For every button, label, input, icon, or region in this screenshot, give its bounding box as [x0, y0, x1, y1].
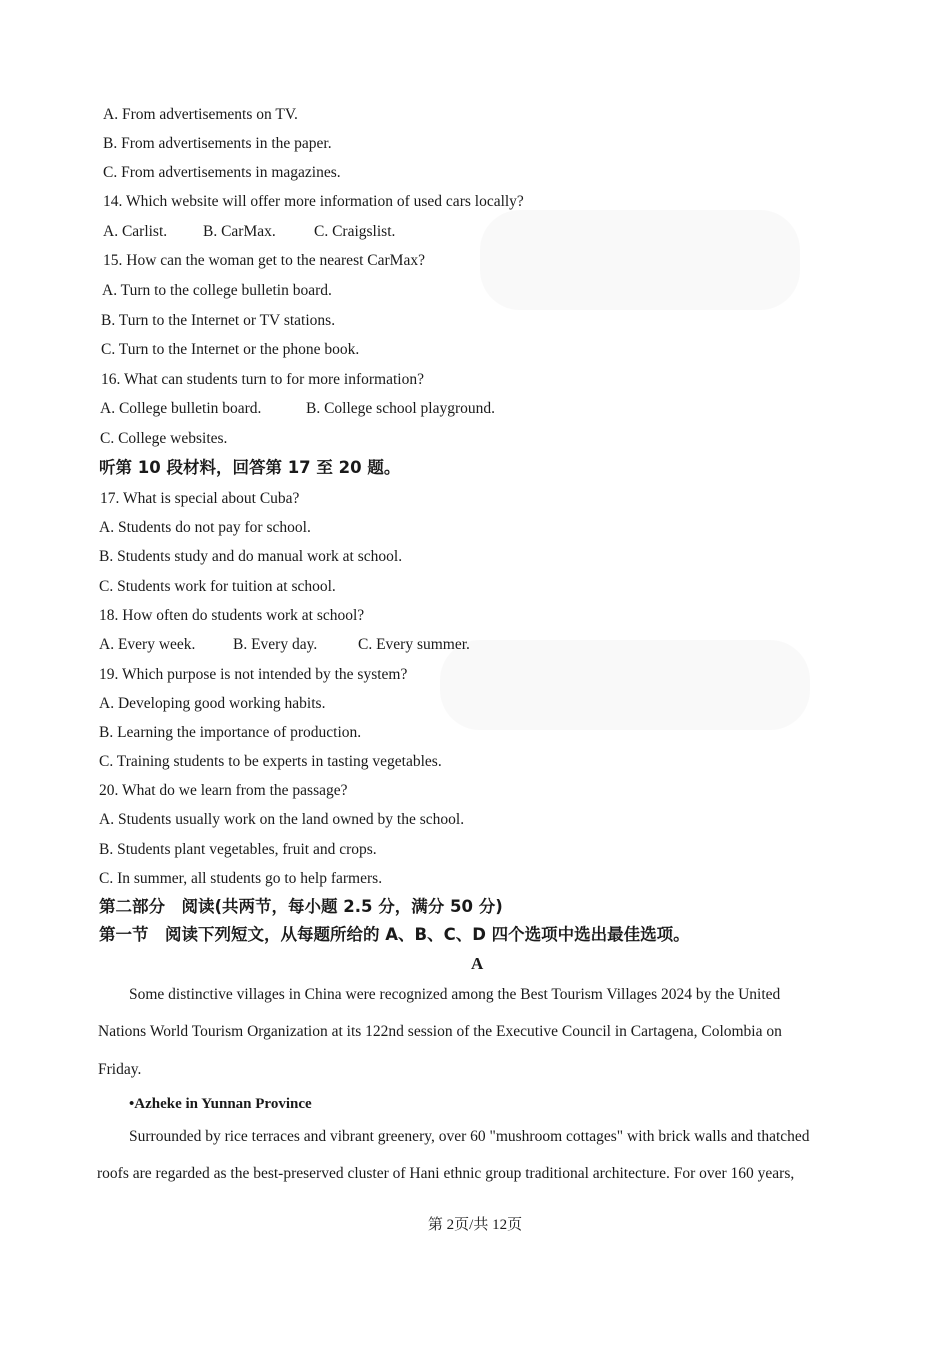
q17-question: 17. What is special about Cuba?: [100, 490, 300, 507]
q17-option-b: B. Students study and do manual work at school.: [99, 548, 403, 565]
q13-option-b: B. From advertisements in the paper.: [103, 135, 332, 152]
q19-option-a: A. Developing good working habits.: [99, 695, 326, 712]
passage-letter: A: [471, 954, 484, 973]
page-footer: 第 2页/共 12页: [427, 1217, 523, 1233]
q20-option-c: C. In summer, all students go to help farmers.: [99, 870, 383, 887]
part-2-heading: 第二部分 阅读(共两节，每小题 2.5 分，满分 50 分): [99, 897, 503, 916]
passage-intro-line-1: Some distinctive villages in China were recognized among the Best Tourism Villages 2024 by the United: [129, 986, 781, 1003]
q15-option-c: C. Turn to the Internet or the phone book.: [101, 341, 360, 358]
passage-intro-line-3: Friday.: [98, 1061, 142, 1078]
q20-question: 20. What do we learn from the passage?: [99, 782, 348, 799]
q13-option-c: C. From advertisements in magazines.: [103, 164, 341, 181]
q15-option-b: B. Turn to the Internet or TV stations.: [101, 312, 336, 329]
q15-question: 15. How can the woman get to the nearest CarMax?: [103, 252, 425, 269]
q18-option-b: B. Every day.: [233, 636, 318, 653]
q16-option-c: C. College websites.: [100, 430, 228, 447]
q15-option-a: A. Turn to the college bulletin board.: [102, 282, 332, 299]
q14-option-b: B. CarMax.: [203, 223, 276, 240]
passage-body-line-1: Surrounded by rice terraces and vibrant greenery, over 60 "mushroom cottages" with brick walls and thatched: [129, 1128, 810, 1145]
q17-option-a: A. Students do not pay for school.: [99, 519, 311, 536]
q16-option-b: B. College school playground.: [306, 400, 495, 417]
passage-body-line-2: roofs are regarded as the best-preserved cluster of Hani ethnic group traditional architecture. For over 160 years,: [97, 1165, 795, 1182]
q18-question: 18. How often do students work at school?: [99, 607, 365, 624]
watermark-smudge: [440, 640, 810, 730]
section-10-heading: 听第 10 段材料，回答第 17 至 20 题。: [99, 458, 401, 477]
q14-option-a: A. Carlist.: [103, 223, 168, 240]
q14-option-c: C. Craigslist.: [314, 223, 396, 240]
passage-intro-line-2: Nations World Tourism Organization at its 122nd session of the Executive Council in Cartagena, Colombia on: [98, 1023, 782, 1040]
section-1-heading: 第一节 阅读下列短文，从每题所给的 A、B、C、D 四个选项中选出最佳选项。: [99, 925, 690, 944]
q19-option-b: B. Learning the importance of production.: [99, 724, 362, 741]
q16-option-a: A. College bulletin board.: [100, 400, 262, 417]
q20-option-a: A. Students usually work on the land owned by the school.: [99, 811, 465, 828]
watermark-smudge: [480, 210, 800, 310]
q13-option-a: A. From advertisements on TV.: [103, 106, 298, 123]
passage-subhead: •Azheke in Yunnan Province: [129, 1096, 312, 1112]
q18-option-a: A. Every week.: [99, 636, 196, 653]
q18-option-c: C. Every summer.: [358, 636, 470, 653]
q19-option-c: C. Training students to be experts in tasting vegetables.: [99, 753, 442, 770]
q20-option-b: B. Students plant vegetables, fruit and crops.: [99, 841, 377, 858]
q14-question: 14. Which website will offer more information of used cars locally?: [103, 193, 524, 210]
q16-question: 16. What can students turn to for more information?: [101, 371, 424, 388]
q19-question: 19. Which purpose is not intended by the system?: [99, 666, 408, 683]
q17-option-c: C. Students work for tuition at school.: [99, 578, 336, 595]
